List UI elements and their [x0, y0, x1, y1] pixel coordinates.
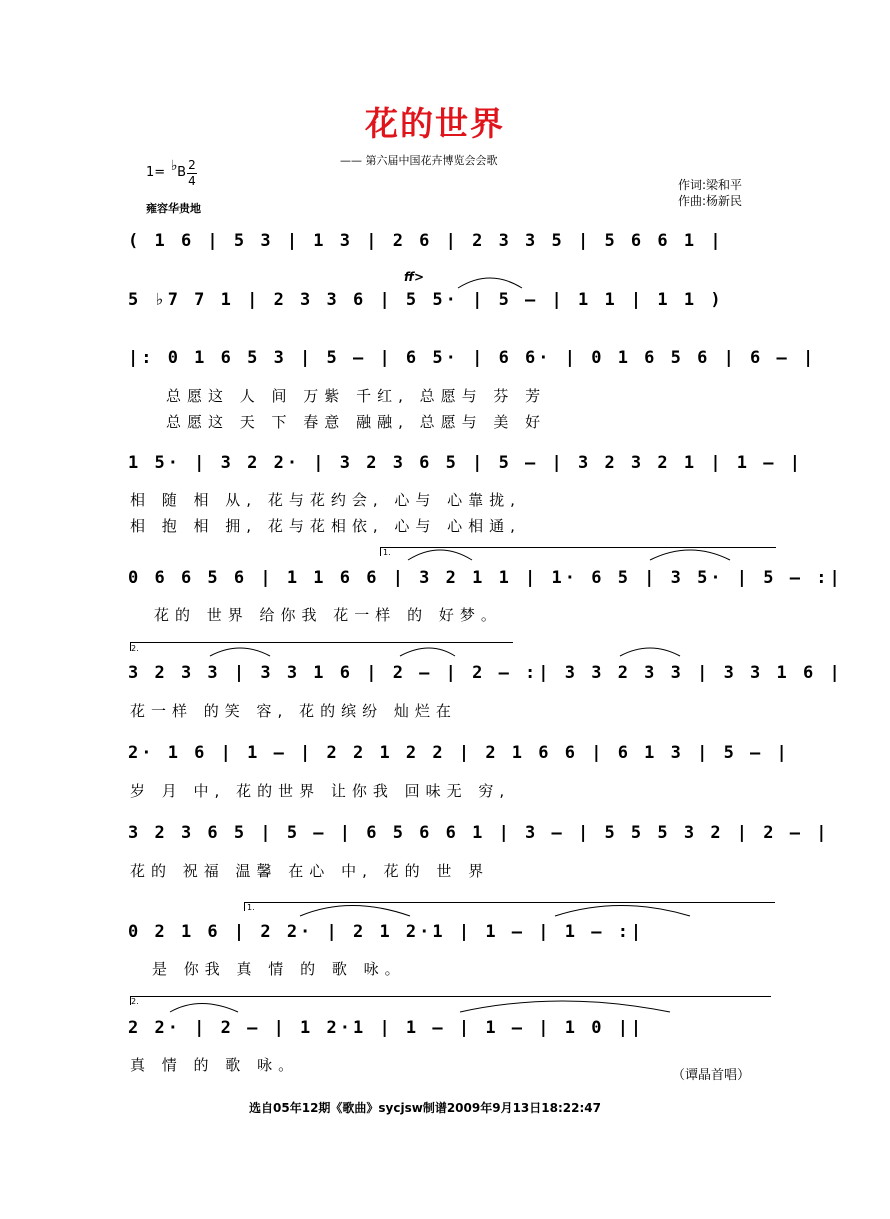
volta-number: 1.: [247, 903, 255, 912]
slur: [408, 550, 472, 560]
notes-row-3: |: 0 1 6 5 3 | 5 — | 6 5· | 6 6· | 0 1 6 5 6 | 6 — |: [128, 348, 817, 368]
composer: 作曲:杨新民: [678, 194, 743, 208]
slur: [460, 1001, 670, 1012]
slur: [400, 648, 455, 656]
notes-row-8: 3 2 3 6 5 | 5 — | 6 5 6 6 1 | 3 — | 5 5 5 3 2 | 2 — |: [128, 823, 830, 843]
slur: [210, 648, 270, 656]
volta-number: 2.: [131, 997, 139, 1006]
lyric-row-7: 岁 月 中, 花的世界 让你我 回味无 穷,: [130, 782, 511, 800]
notes-row-1: ( 1 6 | 5 3 | 1 3 | 2 6 | 2 3 3 5 | 5 6 6 1 |: [128, 231, 724, 251]
lyric-row-4-verse-1: 相 随 相 从, 花与花约会, 心与 心靠拢,: [130, 491, 521, 509]
notes-row-7: 2· 1 6 | 1 — | 2 2 1 2 2 | 2 1 6 6 | 6 1 3 | 5 — |: [128, 743, 790, 763]
lyric-row-8: 花的 祝福 温馨 在心 中, 花的 世 界: [130, 862, 490, 880]
volta-number: 1.: [383, 548, 391, 557]
dynamic-marking: ff>: [404, 270, 425, 284]
song-title: 花的世界: [365, 104, 505, 143]
slur: [555, 906, 690, 917]
lyric-row-10: 真 情 的 歌 咏。: [130, 1056, 300, 1074]
key-prefix: 1=: [146, 165, 166, 180]
notes-row-10: 2 2· | 2 — | 1 2·1 | 1 — | 1 — | 1 0 ||: [128, 1018, 645, 1038]
slur: [650, 550, 730, 560]
slur: [170, 1004, 238, 1013]
time-bottom: 4: [188, 174, 196, 188]
lyric-row-5: 花的 世界 给你我 花一样 的 好梦。: [154, 606, 502, 624]
slur: [458, 278, 522, 288]
notes-row-2: 5 ♭7 7 1 | 2 3 3 6 | 5 5· | 5 — | 1 1 | 1 1 ): [128, 290, 724, 310]
singer-credit: （谭晶首唱）: [672, 1068, 751, 1083]
lyricist: 作词:梁和平: [678, 178, 743, 192]
volta-number: 2.: [131, 644, 139, 653]
lyric-row-3-verse-2: 总愿这 天 下 春意 融融, 总愿与 美 好: [166, 413, 547, 431]
slur: [620, 648, 680, 656]
key-note: B: [177, 165, 187, 180]
lyric-row-4-verse-2: 相 抱 相 拥, 花与花相依, 心与 心相通,: [130, 517, 521, 535]
notes-row-9: 0 2 1 6 | 2 2· | 2 1 2·1 | 1 — | 1 — :|: [128, 922, 645, 942]
slur: [300, 906, 410, 917]
tempo-marking: 雍容华贵地: [146, 202, 201, 215]
lyric-row-3-verse-1: 总愿这 人 间 万紫 千红, 总愿与 芬 芳: [166, 387, 547, 405]
notes-row-5: 0 6 6 5 6 | 1 1 6 6 | 3 2 1 1 | 1· 6 5 | 3 5· | 5 — :|: [128, 568, 843, 588]
notes-row-6: 3 2 3 3 | 3 3 1 6 | 2 — | 2 — :| 3 3 2 3 3 | 3 3 1 6 |: [128, 663, 843, 683]
subtitle: —— 第六届中国花卉博览会会歌: [340, 154, 498, 167]
time-top: 2: [188, 158, 196, 172]
notes-row-4: 1 5· | 3 2 2· | 3 2 3 6 5 | 5 — | 3 2 3 2 1 | 1 — |: [128, 453, 803, 473]
lyric-row-6: 花一样 的笑 容, 花的缤纷 灿烂在: [130, 702, 457, 720]
source-footer: 选自05年12期《歌曲》sycjsw制谱2009年9月13日18:22:47: [249, 1101, 601, 1115]
lyric-row-9: 是 你我 真 情 的 歌 咏。: [152, 960, 406, 978]
flat-icon: ♭: [171, 158, 178, 174]
